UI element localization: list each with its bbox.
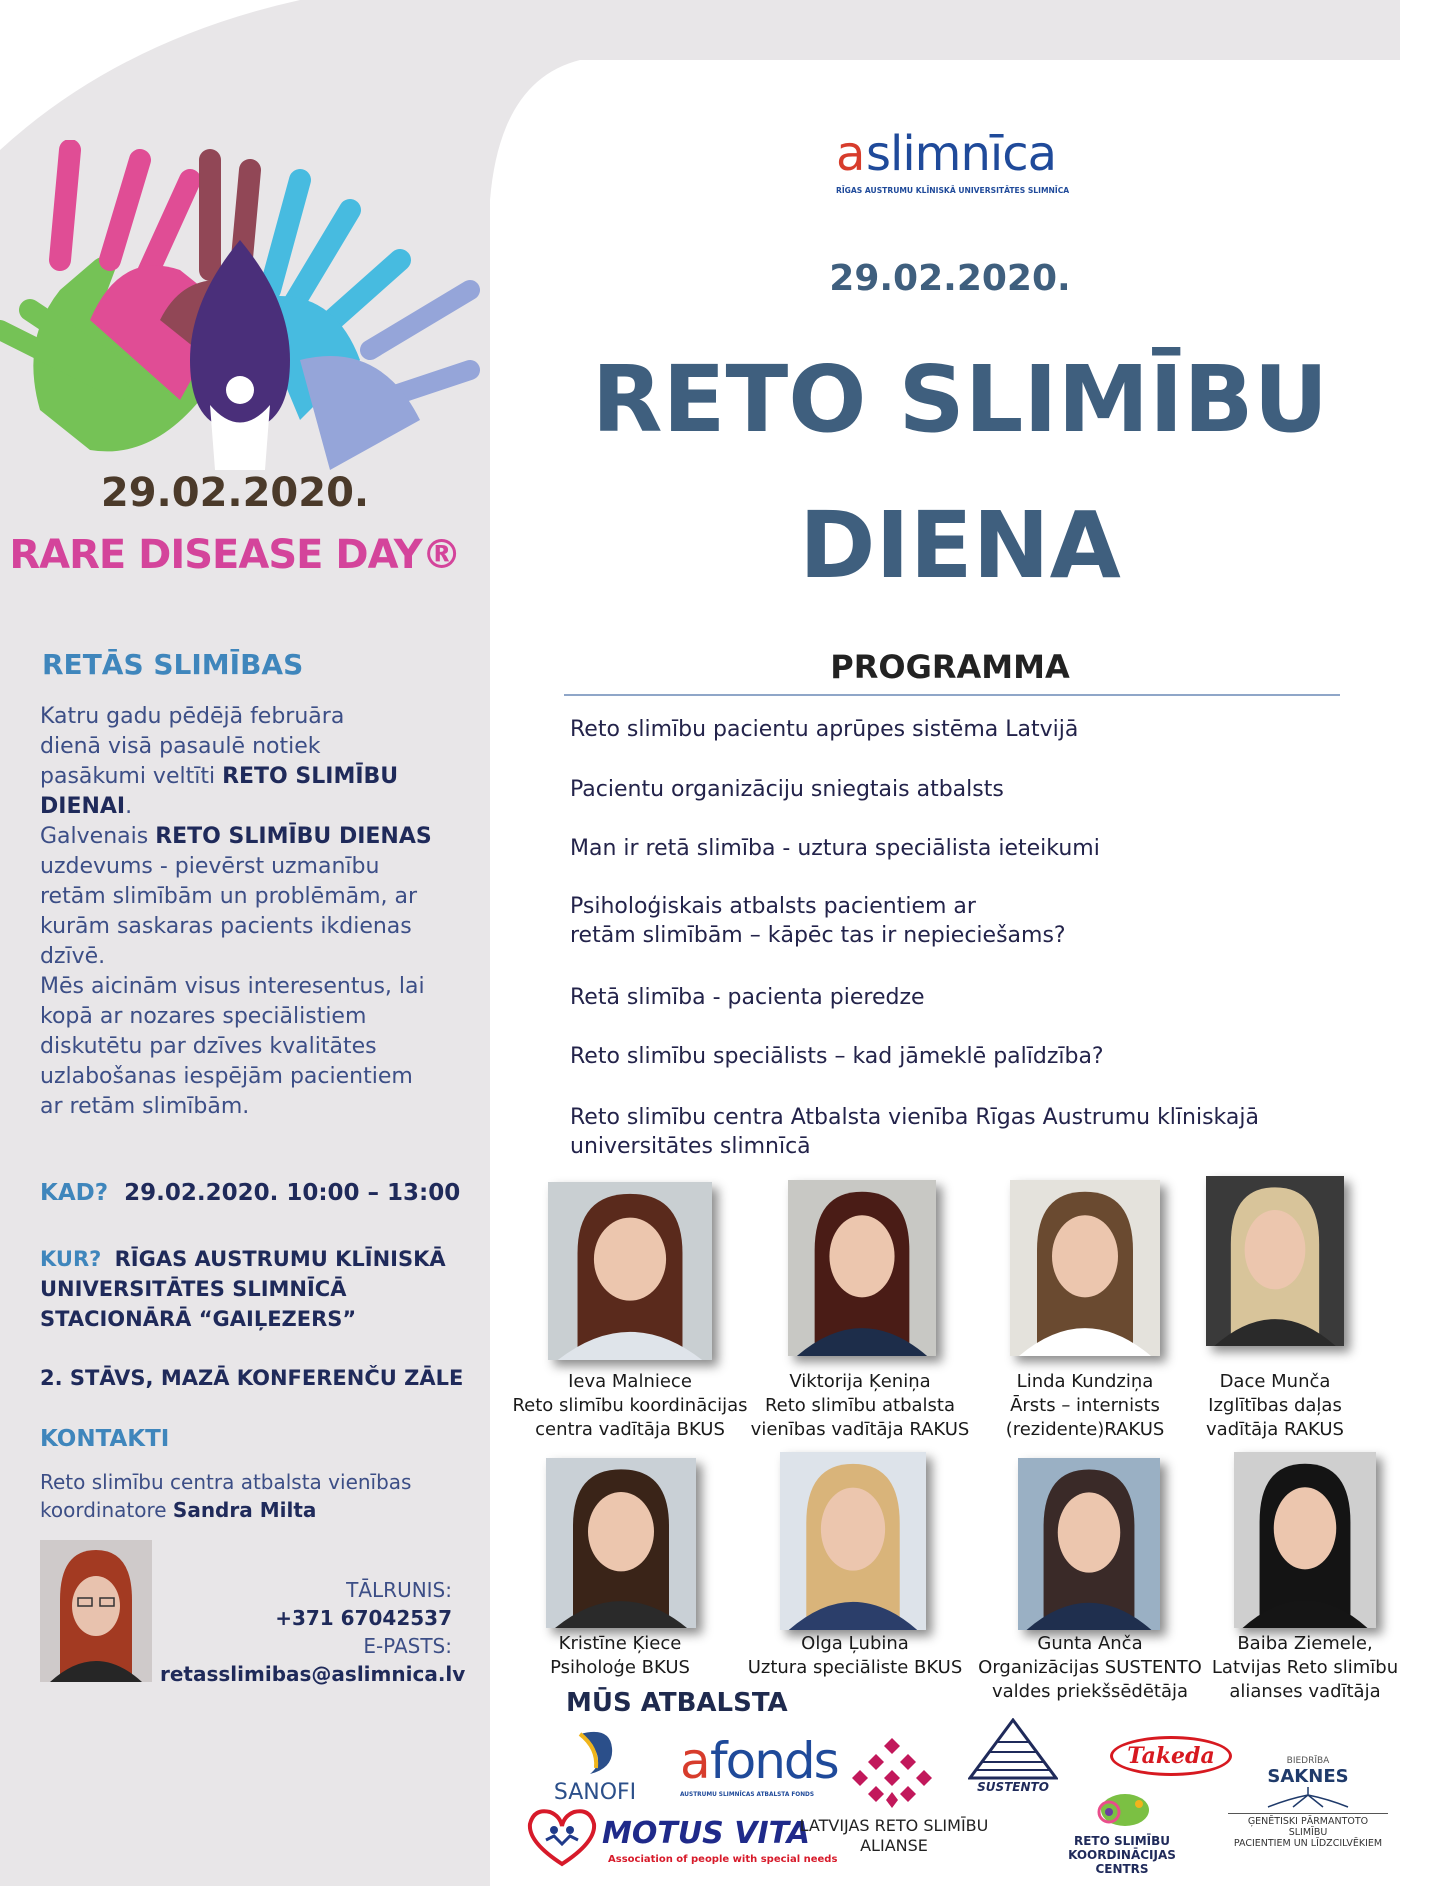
speaker-name: Linda Kundziņa [1016,1371,1154,1392]
rare-disease-day-title: RARE DISEASE DAY® [9,532,461,578]
sustento-logo [968,1718,1058,1798]
where-label: KUR? [40,1247,102,1271]
intro-bold: RETO SLIMĪBU [222,764,399,789]
speaker-role: vadītāja RAKUS [1206,1419,1344,1440]
speaker-caption [740,1632,970,1680]
heart-icon [524,1808,600,1868]
speaker-photo [1010,1180,1160,1356]
speaker-role: centra vadītāja BKUS [535,1419,725,1440]
contact-details [160,1576,466,1688]
intro-text: Galvenais [40,824,156,849]
motus-vita-logo [524,1808,838,1874]
speaker-photo [1234,1452,1376,1628]
speaker-role: Reto slimību koordinācijas [512,1395,748,1416]
speaker-photo [780,1452,926,1630]
speaker-role: vienības vadītāja RAKUS [750,1419,970,1440]
intro-bold: RETO SLIMĪBU DIENAS [155,824,432,849]
intro-line: dzīvē. [40,944,106,969]
intro-line: retām slimībām un problēmām, ar [40,884,418,909]
speaker-name: Viktorija Ķeniņa [789,1371,931,1392]
phone-label: TĀLRUNIS: [346,1578,452,1602]
sakne-subtitle-1: ĢENĒTISKI PĀRMANTOTO SLIMĪBU [1228,1813,1388,1838]
speaker-name: Gunta Anča [1037,1633,1143,1654]
sanofi-name: SANOFI [553,1780,637,1805]
speaker-caption [1205,1632,1405,1704]
alliance-line: LATVIJAS RETO SLIMĪBU [799,1816,989,1835]
speaker-caption [500,1370,760,1442]
intro-line: kopā ar nozares speciālistiem [40,1004,367,1029]
sidebar-intro [40,702,470,1122]
speaker-name: Olga Ļubina [801,1633,909,1654]
intro-line: Katru gadu pēdējā februāra [40,704,345,729]
main-title-line2: DIENA [799,492,1121,599]
contact-name: Sandra Milta [172,1498,317,1522]
contact-description [40,1468,411,1524]
program-item: Pacientu organizāciju sniegtais atbalsts [570,777,1004,802]
roots-icon [1248,1787,1368,1809]
speaker-caption [975,1632,1205,1704]
when-value: 29.02.2020. 10:00 – 13:00 [124,1180,461,1206]
sustento-icon [968,1718,1058,1780]
intro-line [40,822,470,852]
when-row [40,1180,460,1206]
hospital-logo [836,128,1086,198]
where-text: RĪGAS AUSTRUMU KLĪNISKĀ [114,1247,446,1271]
main-date: 29.02.2020. [829,258,1071,299]
intro-bold: DIENAI [40,794,126,819]
intro-line: dienā visā pasaulē notiek [40,734,321,759]
sidebar-heading: RETĀS SLIMĪBAS [42,648,304,681]
speaker-photo [546,1458,696,1628]
intro-line: Mēs aicinām visus interesentus, lai [40,974,425,999]
where-line [40,1244,446,1274]
program-item: Retā slimība - pacienta pieredze [570,985,925,1010]
main-title-line1: RETO SLIMĪBU [591,346,1329,453]
motus-vita-name: MOTUS VITA [602,1816,810,1851]
speaker-role: alianses vadītāja [1229,1681,1381,1702]
hospital-logo-mark: a [836,126,866,182]
phone-number[interactable]: +371 67042537 [275,1606,452,1630]
sustento-name: SUSTENTO [977,1780,1049,1794]
program-item: Reto slimību speciālists – kad jāmeklē palīdzība? [570,1044,1104,1069]
afonds-logo [680,1732,840,1798]
contact-avatar [40,1540,152,1682]
hospital-logo-tagline: RĪGAS AUSTRUMU KLĪNISKĀ UNIVERSITĀTES SLIMNĪCA [836,186,1070,195]
program-item: universitātes slimnīcā [570,1134,811,1159]
where-block [40,1244,446,1334]
program-item: retām slimībām – kāpēc tas ir nepieciešams? [570,923,1066,948]
speaker-caption [510,1632,730,1680]
hero-date: 29.02.2020. [100,470,370,516]
intro-line: diskutētu par dzīves kvalitātes [40,1034,377,1059]
contact-text: koordinatore [40,1498,173,1522]
sakne-top: BIEDRĪBA [1286,1756,1330,1766]
afonds-name: fonds [710,1732,838,1790]
speaker-role: valdes priekšsēdētāja [991,1681,1189,1702]
speaker-role: Izglītības daļas [1208,1395,1342,1416]
sanofi-logo [540,1728,650,1808]
intro-line: kurām saskaras pacients ikdienas [40,914,412,939]
speaker-photo [1206,1176,1344,1346]
hospital-logo-name: slimnīca [866,126,1056,182]
speaker-photo [788,1180,936,1356]
intro-text: . [125,794,133,819]
speaker-caption [740,1370,980,1442]
takeda-name: Takeda [1127,1743,1215,1769]
speaker-name: Kristīne Ķiece [558,1633,682,1654]
intro-text: pasākumi veltīti [40,764,223,789]
speaker-role: Organizācijas SUSTENTO [978,1657,1202,1678]
sanofi-icon [540,1728,650,1778]
speaker-photo [548,1182,712,1360]
intro-line [40,762,470,792]
sakne-logo [1228,1756,1388,1866]
contact-line: Reto slimību centra atbalsta vienības [40,1470,412,1494]
speaker-role: (rezidente)RAKUS [1005,1419,1165,1440]
takeda-logo [1110,1736,1232,1776]
sakne-subtitle-2: PACIENTIEM UN LĪDZCILVĒKIEM [1233,1838,1383,1849]
email-link[interactable]: retasslimibas@aslimnica.lv [160,1662,466,1686]
program-item: Reto slimību pacientu aprūpes sistēma Latvijā [570,717,1079,742]
program-heading: PROGRAMMA [830,648,1070,686]
alliance-icon [852,1736,932,1808]
program-rule [564,694,1340,696]
speaker-caption [990,1370,1180,1442]
intro-line: ar retām slimībām. [40,1094,250,1119]
where-line: UNIVERSITĀTES SLIMNĪCĀ [40,1277,347,1301]
contact-line [40,1496,411,1524]
speaker-name: Baiba Ziemele, [1237,1633,1373,1654]
speaker-role: Ārsts – internists [1010,1395,1160,1416]
speaker-role: Uztura speciāliste BKUS [747,1657,963,1678]
afonds-subtitle: AUSTRUMU SLIMNĪCAS ATBALSTA FONDS [680,1792,815,1798]
when-label: KAD? [40,1180,109,1206]
speaker-caption [1190,1370,1360,1442]
speaker-photo [1018,1458,1160,1630]
alliance-line: ALIANSE [860,1836,928,1855]
speaker-name: Ieva Malniece [568,1371,692,1392]
contacts-heading: KONTAKTI [40,1426,170,1452]
program-item: Psiholoģiskais atbalsts pacientiem ar [570,894,976,919]
supporters-heading: MŪS ATBALSTA [566,1688,788,1718]
email-label: E-PASTS: [363,1634,452,1658]
motus-vita-subtitle: Association of people with special needs [608,1854,838,1865]
centre-line: KOORDINĀCIJAS [1068,1848,1176,1862]
program-item: Man ir retā slimība - uztura speciālista ieteikumi [570,836,1100,861]
centre-line: RETO SLIMĪBU [1073,1834,1171,1848]
speaker-role: Latvijas Reto slimību [1211,1657,1399,1678]
afonds-mark: a [680,1732,711,1790]
chameleon-icon [1087,1790,1157,1830]
coordination-centre-logo [1052,1790,1192,1884]
where-line: STACIONĀRĀ “GAIĻEZERS” [40,1307,357,1331]
intro-line [40,792,470,822]
intro-line: uzlabošanas iespējām pacientiem [40,1064,413,1089]
alliance-name [784,1816,1004,1856]
program-item: Reto slimību centra Atbalsta vienība Rīgas Austrumu klīniskajā [570,1105,1259,1130]
speaker-name: Dace Munča [1219,1371,1331,1392]
floor-info: 2. STĀVS, MAZĀ KONFERENČU ZĀLE [40,1366,464,1390]
centre-line: CENTRS [1095,1862,1149,1876]
rare-disease-hands-logo [0,140,490,500]
speaker-role: Reto slimību atbalsta [764,1395,956,1416]
sakne-name: SAKNES [1267,1766,1349,1787]
speaker-role: Psiholoģe BKUS [550,1657,690,1678]
intro-line: uzdevums - pievērst uzmanību [40,854,380,879]
